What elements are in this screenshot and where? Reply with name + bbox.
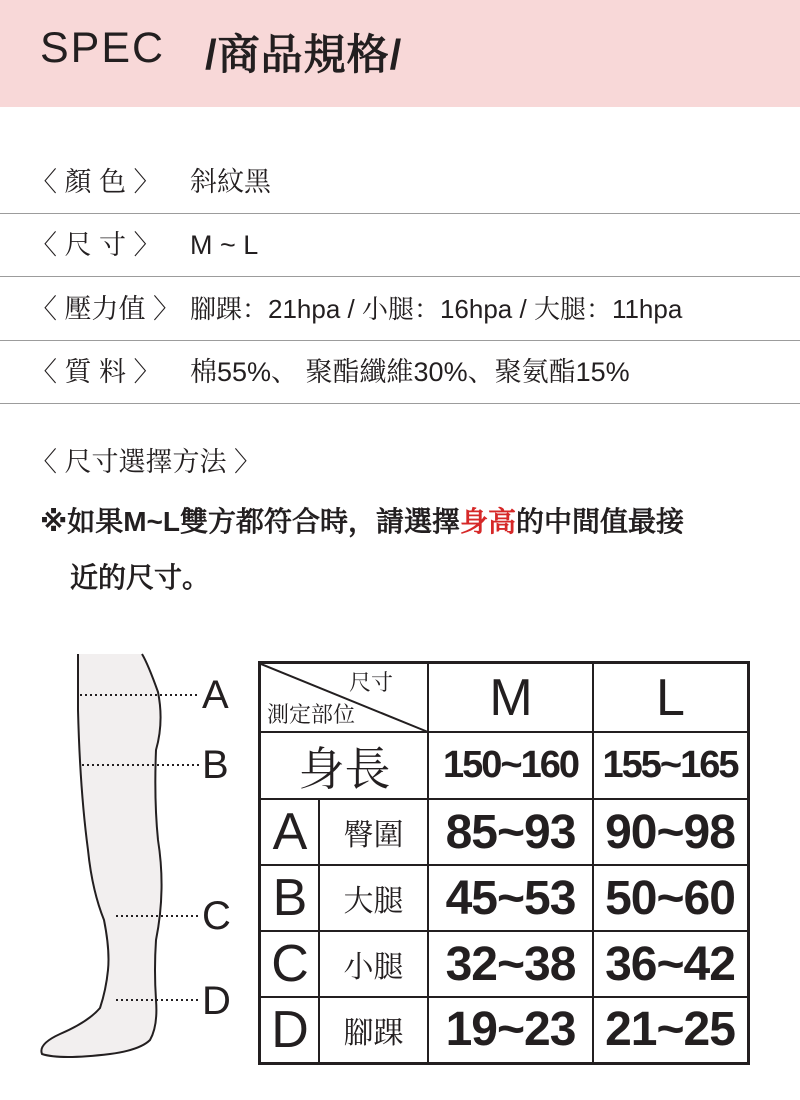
col-header-m: M [489, 669, 532, 727]
row-letter: C [271, 935, 309, 993]
marker-label-c: C [202, 894, 231, 938]
header-part-label: 測定部位 [267, 701, 356, 727]
row-part: 小腿 [343, 951, 404, 984]
marker-label-d: D [202, 979, 231, 1023]
row-letter: A [272, 803, 308, 861]
size-method-note-line2: 近的尺寸。 [70, 562, 211, 593]
height-label: 身長 [298, 742, 391, 795]
marker-label-a: A [202, 673, 229, 717]
note-highlight: 身高 [460, 506, 517, 537]
row-letter: B [272, 869, 308, 927]
height-l: 155~165 [602, 744, 738, 786]
row-l-value: 50~60 [605, 871, 735, 925]
spec-value: 棉55%、 聚酯纖維30%、聚氨酯15% [190, 357, 630, 387]
header-banner [0, 0, 800, 107]
height-m: 150~160 [443, 744, 578, 786]
divider [0, 403, 800, 404]
row-part: 臀圍 [343, 819, 404, 852]
row-m-value: 32~38 [445, 937, 576, 991]
leg-outline [41, 654, 161, 1057]
row-l-value: 90~98 [605, 805, 735, 859]
row-part: 腳踝 [343, 1016, 404, 1050]
row-part: 大腿 [343, 885, 404, 918]
spec-label: 〈 顏 色 〉 [30, 167, 161, 197]
leg-diagram [30, 650, 250, 1070]
row-l-value: 36~42 [605, 937, 735, 991]
spec-value: 斜紋黑 [190, 167, 271, 197]
spec-row-size [0, 213, 800, 277]
spec-row-material [0, 340, 800, 404]
spec-title-en: SPEC [40, 24, 166, 72]
size-table [258, 661, 750, 1065]
row-m-value: 19~23 [445, 1003, 576, 1056]
row-letter: D [271, 1000, 309, 1059]
header-size-label: 尺寸 [348, 669, 393, 695]
row-m-value: 85~93 [445, 805, 576, 859]
marker-label-b: B [202, 743, 229, 787]
spec-label: 〈 尺 寸 〉 [30, 230, 161, 260]
note-text: ※如果M~L雙方都符合時，請選擇 [40, 506, 461, 537]
size-method-note [40, 502, 684, 542]
spec-title-zh: /商品規格/ [205, 31, 403, 78]
col-header-l: L [656, 669, 684, 727]
row-m-value: 45~53 [445, 871, 576, 925]
spec-value: M ~ L [190, 230, 259, 260]
note-text: 的中間值最接 [516, 506, 685, 537]
spec-label: 〈 壓力值 〉 [30, 294, 181, 324]
row-l-value: 21~25 [605, 1003, 735, 1056]
spec-label: 〈 質 料 〉 [30, 357, 161, 387]
spec-row-color [0, 150, 800, 214]
spec-value: 腳踝：21hpa / 小腿：16hpa / 大腿：11hpa [190, 294, 683, 324]
size-method-title: 〈 尺寸選擇方法 〉 [30, 447, 262, 477]
spec-row-pressure [0, 277, 800, 341]
